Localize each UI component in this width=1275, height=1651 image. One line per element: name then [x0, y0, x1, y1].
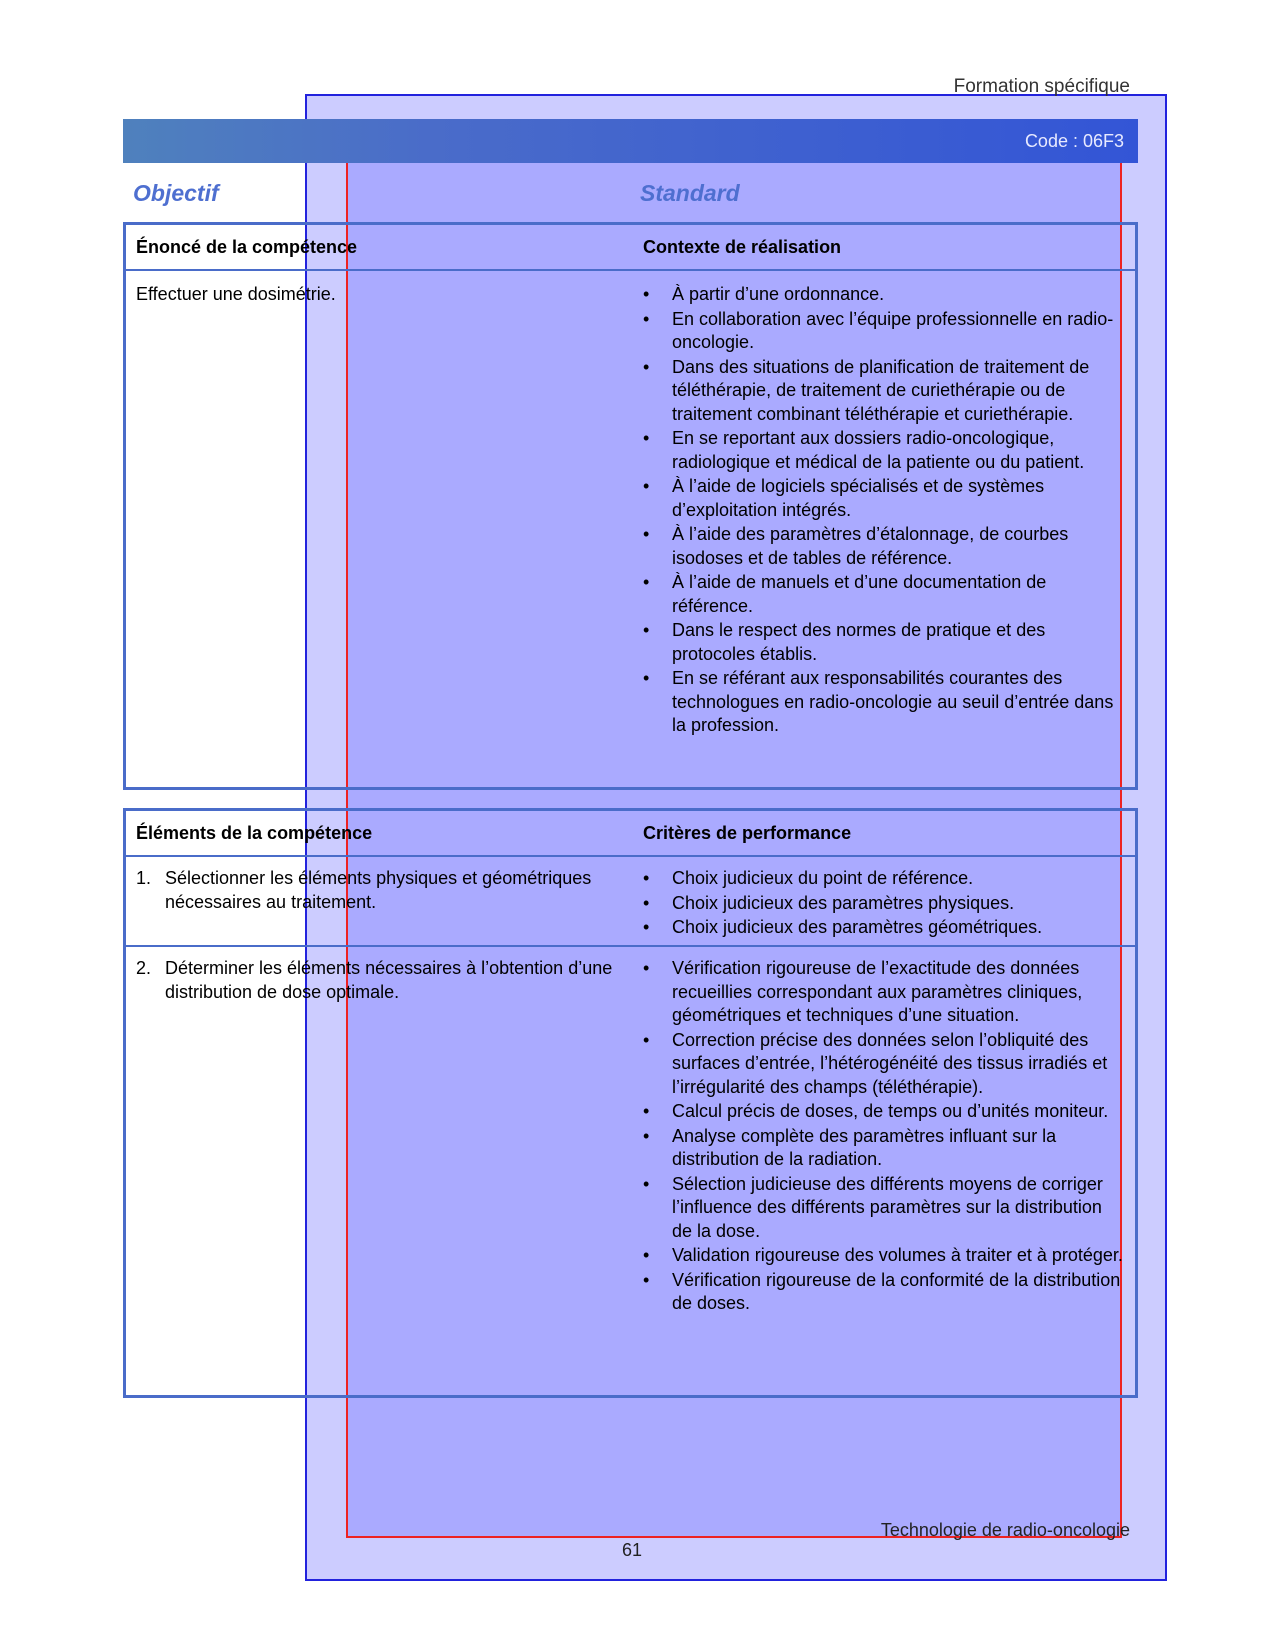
list-item: • À l’aide de manuels et d’une documentation de référence.: [643, 572, 1047, 616]
statement-heading: Énoncé de la compétence: [136, 237, 358, 257]
bullet-icon: •: [643, 1173, 650, 1194]
criteria-cell-1: [643, 867, 1123, 941]
bullet-icon: •: [643, 668, 650, 688]
element-row-1: [126, 857, 1135, 947]
context-heading: Contexte de réalisation: [643, 237, 842, 257]
list-item: • Choix judicieux des paramètres physiques.: [643, 892, 1123, 916]
element-row-2: [126, 947, 1135, 1393]
bullet-icon: •: [643, 892, 650, 913]
list-item: • Choix judicieux des paramètres géométriques.: [643, 916, 1123, 940]
page-number: 61: [622, 1540, 643, 1560]
competency-statement: Effectuer une dosimétrie.: [136, 284, 336, 304]
list-item: • Vérification rigoureuse de la conformité de la distribution de doses.: [643, 1269, 1121, 1313]
competency-elements-box: [123, 808, 1138, 1398]
element-2: [136, 957, 626, 1004]
list-item: • Sélection judicieuse des différents moyens de corriger l’influence des différents paramètres sur la distribution de la dose.: [643, 1173, 1103, 1241]
bullet-icon: •: [643, 620, 650, 640]
header-band: [123, 119, 1138, 163]
list-item: • En se reportant aux dossiers radio-oncologique, radiologique et médical de la patiente ou du patient.: [643, 428, 1085, 472]
bullet-icon: •: [643, 284, 650, 304]
bullet-icon: •: [643, 308, 650, 329]
bullet-icon: •: [643, 958, 650, 978]
list-item: • Analyse complète des paramètres influant sur la distribution de la radiation.: [643, 1125, 1057, 1169]
bullet-icon: •: [643, 1269, 650, 1290]
list-item: • À partir d’une ordonnance.: [643, 283, 1123, 307]
element-1: [136, 867, 626, 914]
competency-code: Code : 06F3: [1024, 131, 1124, 151]
list-item: • Vérification rigoureuse de l’exactitude des données recueillies correspondant aux paramètres cliniques, géométriques et techniques d’une situation.: [643, 958, 1083, 1025]
list-item: • À l’aide des paramètres d’étalonnage, de courbes isodoses et de tables de référence.: [643, 524, 1069, 568]
bullet-icon: •: [643, 476, 650, 496]
criteria-heading: Critères de performance: [643, 823, 852, 843]
bullet-icon: •: [643, 1029, 650, 1050]
list-item: • Calcul précis de doses, de temps ou d’unités moniteur.: [643, 1100, 1123, 1124]
bullet-icon: •: [643, 356, 650, 377]
section1-row: [126, 271, 1135, 789]
elements-heading: Éléments de la compétence: [136, 823, 373, 843]
list-item: • Correction précise des données selon l’obliquité des surfaces d’entrée, l’hétérogénéité des tissus irradiés et l’irrégularité des champs (téléthérapie).: [643, 1029, 1108, 1097]
criteria-cell-2: [643, 957, 1123, 1317]
standard-title: Standard: [640, 180, 740, 206]
program-name-footer: Technologie de radio-oncologie: [880, 1520, 1130, 1540]
list-item: • En se référant aux responsabilités courantes des technologues en radio-oncologie au seuil d’entrée dans la profession.: [643, 668, 1114, 735]
list-item: • Dans des situations de planification de traitement de téléthérapie, de traitement de curiethérapie ou de traitement combinant téléthérapie et curiethérapie.: [643, 356, 1090, 424]
list-item: • Validation rigoureuse des volumes à traiter et à protéger.: [643, 1244, 1123, 1268]
element-text: Sélectionner les éléments physiques et géométriques nécessaires au traitement.: [165, 868, 592, 912]
element-number: 1.: [136, 868, 152, 888]
bullet-icon: •: [643, 572, 650, 592]
list-item: • Dans le respect des normes de pratique et des protocoles établis.: [643, 620, 1046, 664]
context-list-cell: [643, 283, 1123, 739]
bullet-icon: •: [643, 1245, 650, 1265]
bullet-icon: •: [643, 917, 650, 937]
list-item: • En collaboration avec l’équipe professionnelle en radio-oncologie.: [643, 308, 1114, 352]
bullet-icon: •: [643, 1125, 650, 1146]
section1-header: [126, 225, 1135, 271]
objective-title: Objectif: [133, 180, 219, 206]
bullet-icon: •: [643, 428, 650, 448]
context-list: [643, 283, 1123, 738]
criteria-list-1: [643, 867, 1123, 940]
competency-statement-box: [123, 222, 1138, 790]
element-number: 2.: [136, 958, 152, 978]
bullet-icon: •: [643, 524, 650, 544]
element-text: Déterminer les éléments nécessaires à l’obtention d’une distribution de dose optimale.: [165, 958, 613, 1002]
bullet-icon: •: [643, 868, 650, 888]
list-item: • À l’aide de logiciels spécialisés et de systèmes d’exploitation intégrés.: [643, 476, 1045, 520]
criteria-list-2: [643, 957, 1123, 1316]
list-item: • Choix judicieux du point de référence.: [643, 867, 1123, 891]
section2-header: [126, 811, 1135, 857]
bullet-icon: •: [643, 1101, 650, 1121]
training-type-label: Formation spécifique: [953, 76, 1130, 97]
